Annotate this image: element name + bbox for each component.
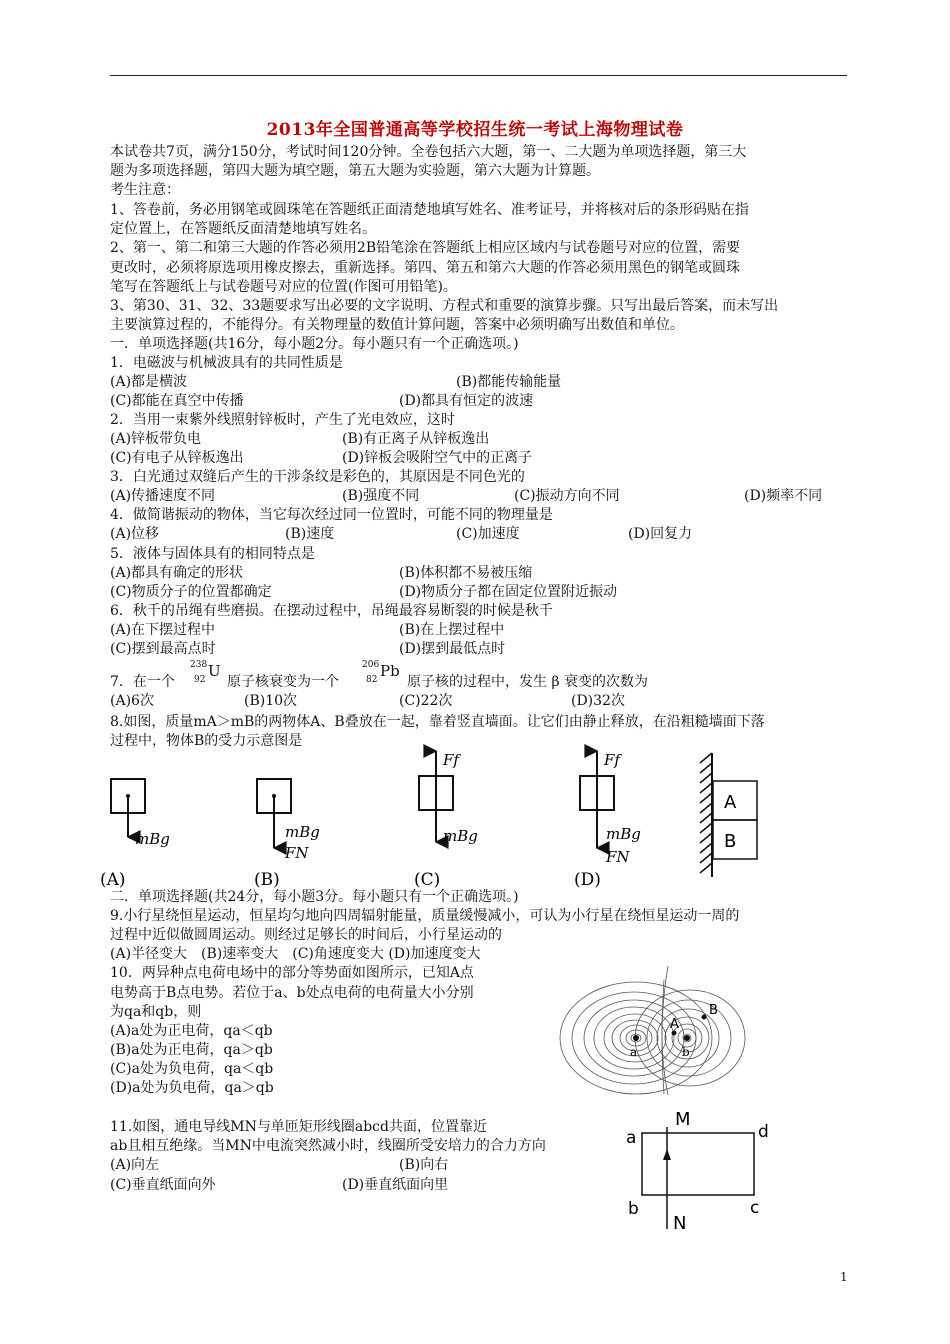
- charge-a: [633, 1035, 639, 1041]
- option: (C)22次: [399, 693, 453, 709]
- option: (C)垂直纸面向外: [110, 1177, 216, 1193]
- page-number: 1: [840, 1270, 848, 1284]
- option: (D)摆到最低点时: [399, 641, 506, 657]
- label-d: d: [758, 1122, 769, 1142]
- option: (B)在上摆过程中: [399, 622, 505, 638]
- note-line: 3、第30、31、32、33题要求写出必要的文字说明、方程式和重要的演算步骤。只写出最后答案，而未写出: [110, 298, 779, 314]
- label-d: (D): [574, 870, 601, 890]
- option: (D)频率不同: [744, 488, 823, 504]
- option: (C)都能在真空中传播: [110, 393, 244, 409]
- intro-line: 本试卷共7页，满分150分，考试时间120分钟。全卷包括六大题，第一、二大题为单项选择题，第三大: [110, 144, 747, 160]
- note-line: 笔写在答题纸上与试卷题号对应的位置(作图可用铅笔)。: [110, 279, 457, 295]
- option: (B)向右: [399, 1157, 449, 1173]
- equipotential-figure: [556, 960, 766, 1095]
- label-mbg: mBg: [443, 827, 478, 845]
- option: (B)有正离子从锌板逸出: [342, 431, 490, 447]
- option: (D)32次: [571, 693, 625, 709]
- note-line: 主要演算过程的，不能得分。有关物理量的数值计算问题，答案中必须明确写出数值和单位。: [110, 317, 684, 333]
- block-a-label: A: [724, 792, 737, 813]
- diagram-b: [254, 779, 320, 890]
- charge-b: [684, 1035, 690, 1041]
- label-fn: FN: [285, 844, 309, 862]
- label-point-b: B: [709, 1003, 718, 1018]
- label-c: c: [750, 1198, 760, 1218]
- diagram-d: [574, 751, 641, 890]
- option: (B)强度不同: [342, 488, 420, 504]
- option: (C)加速度: [456, 526, 520, 542]
- option: (C)有电子从锌板逸出: [110, 450, 244, 466]
- question-9: 过程中近似做圆周运动。则经过足够长的时间后，小行星运动的: [110, 927, 502, 943]
- label-mbg: mBg: [606, 825, 641, 843]
- note-line: 2、第一、第二和第三大题的作答必须用2B铅笔涂在答题纸上相应区域内与试卷题号对应的位置，需要: [110, 240, 741, 256]
- question-11: ab且相互绝缘。当MN中电流突然减小时，线圈所受安培力的合力方向: [110, 1138, 546, 1154]
- label-a: a: [626, 1128, 637, 1148]
- option: (D)都具有恒定的波速: [399, 393, 534, 409]
- option: (A)a处为正电荷，qa＜qb: [110, 1023, 273, 1039]
- question-3: 3．白光通过双缝后产生的干涉条纹是彩色的，其原因是不同色光的: [110, 469, 525, 485]
- notes-heading: 考生注意：: [110, 182, 180, 198]
- section-heading: 一．单项选择题(共16分，每小题2分。每小题只有一个正确选项。): [110, 336, 519, 352]
- question-9: 9.小行星绕恒星运动，恒星均匀地向四周辐射能量，质量缓慢减小，可认为小行星在绕恒星运动一周的: [110, 908, 740, 924]
- block-b-label: B: [724, 831, 737, 852]
- option: (B)速度: [285, 526, 335, 542]
- option: (A)向左: [110, 1157, 160, 1173]
- note-line: 1、答卷前，务必用钢笔或圆珠笔在答题纸正面清楚地填写姓名、准考证号，并将核对后的条形码贴在指: [110, 202, 749, 218]
- section-heading: 二．单项选择题(共24分，每小题3分。每小题只有一个正确选项。): [110, 889, 519, 905]
- q8-figure: [100, 745, 780, 895]
- option: (D)锌板会吸附空气中的正离子: [342, 450, 533, 466]
- label-b: (B): [254, 870, 280, 890]
- option: (B)体积都不易被压缩: [399, 565, 533, 581]
- note-line: 定位置上，在答题纸反面清楚地填写姓名。: [110, 221, 376, 237]
- option: (D)垂直纸面向里: [342, 1177, 449, 1193]
- label-mbg: mBg: [135, 830, 170, 848]
- option: (D)a处为负电荷，qa＞qb: [110, 1080, 274, 1096]
- lead-isotope: 206 82 Pb: [362, 660, 400, 685]
- option: (C)摆到最高点时: [110, 641, 216, 657]
- uranium-isotope: 238 92 U: [190, 660, 221, 685]
- label-fn: FN: [606, 848, 630, 866]
- note-line: 更改时，必须将原选项用橡皮擦去，重新选择。第四、第五和第六大题的作答必须用黑色的钢笔或圆珠: [110, 260, 740, 276]
- page-title: 2013年全国普通高等学校招生统一考试上海物理试卷: [266, 120, 684, 140]
- question-10: 为qa和qb，则: [110, 1004, 202, 1020]
- question-10: 电势高于B点电势。若位于a、b处点电荷的电荷量大小分别: [110, 985, 474, 1001]
- question-7-text: 原子核的过程中，发生 β 衰变的次数为: [407, 674, 648, 690]
- label-ff: Ff: [604, 751, 620, 769]
- label-a: (A): [100, 870, 126, 890]
- option: (C)振动方向不同: [514, 488, 620, 504]
- point-b: [702, 1015, 707, 1020]
- option: (A)都是横波: [110, 374, 188, 390]
- question-5: 5．液体与固体具有的相同特点是: [110, 546, 315, 562]
- question-2: 2．当用一束紫外线照射锌板时，产生了光电效应，这时: [110, 412, 455, 428]
- diagram-a: [100, 779, 170, 890]
- option: (A)都具有确定的形状: [110, 565, 244, 581]
- option: (A)传播速度不同: [110, 488, 216, 504]
- label-charge-a: a: [630, 1045, 638, 1059]
- intro-line: 题为多项选择题，第四大题为填空题，第五大题为实验题，第六大题为计算题。: [110, 163, 600, 179]
- option: (B)10次: [244, 693, 298, 709]
- question-8: 过程中，物体B的受力示意图是: [110, 733, 303, 749]
- question-6: 6．秋千的吊绳有些磨损。在摆动过程中，吊绳最容易断裂的时候是秋千: [110, 603, 553, 619]
- option: (A)位移: [110, 526, 160, 542]
- question-7-text: 原子核衰变为一个: [227, 674, 339, 690]
- wall-blocks-diagram: [700, 753, 757, 877]
- option: (B)都能传输能量: [456, 374, 562, 390]
- option: (D)物质分子都在固定位置附近振动: [399, 584, 618, 600]
- option: (D)回复力: [628, 526, 693, 542]
- option: (A)锌板带负电: [110, 431, 202, 447]
- question-8: 8.如图，质量mA＞mB的两物体A、B叠放在一起，靠着竖直墙面。让它们由静止释放，在沿粗糙墙面下落: [110, 714, 765, 730]
- question-11: 11.如图，通电导线MN与单匝矩形线圈abcd共面，位置靠近: [110, 1119, 487, 1135]
- option: (B)a处为正电荷，qa＞qb: [110, 1042, 273, 1058]
- option: (C)a处为负电荷，qa＜qb: [110, 1061, 274, 1077]
- question-1: 1．电磁波与机械波具有的共同性质是: [110, 355, 343, 371]
- question-10: 10．两异种点电荷电场中的部分等势面如图所示，已知A点: [110, 965, 474, 981]
- label-point-a: A: [670, 1017, 679, 1032]
- option: (C)物质分子的位置都确定: [110, 584, 272, 600]
- question-4: 4．做简谐振动的物体，当它每次经过同一位置时，可能不同的物理量是: [110, 507, 553, 523]
- option: (A)6次: [110, 693, 154, 709]
- diagram-c: [414, 751, 478, 890]
- label-b: b: [628, 1199, 639, 1219]
- option: (A)在下摆过程中: [110, 622, 216, 638]
- question-7-text: 7．在一个: [110, 674, 175, 690]
- header-rule: [110, 75, 847, 76]
- label-mbg: mBg: [285, 823, 320, 841]
- label-n: N: [673, 1213, 687, 1234]
- question-9-options: (A)半径变大 (B)速率变大 (C)角速度变大 (D)加速度变大: [110, 946, 481, 962]
- label-charge-b: b: [682, 1045, 690, 1059]
- label-m: M: [675, 1109, 691, 1130]
- label-c: (C): [414, 870, 441, 890]
- wire-loop-figure: [620, 1105, 770, 1235]
- label-ff: Ff: [443, 751, 459, 769]
